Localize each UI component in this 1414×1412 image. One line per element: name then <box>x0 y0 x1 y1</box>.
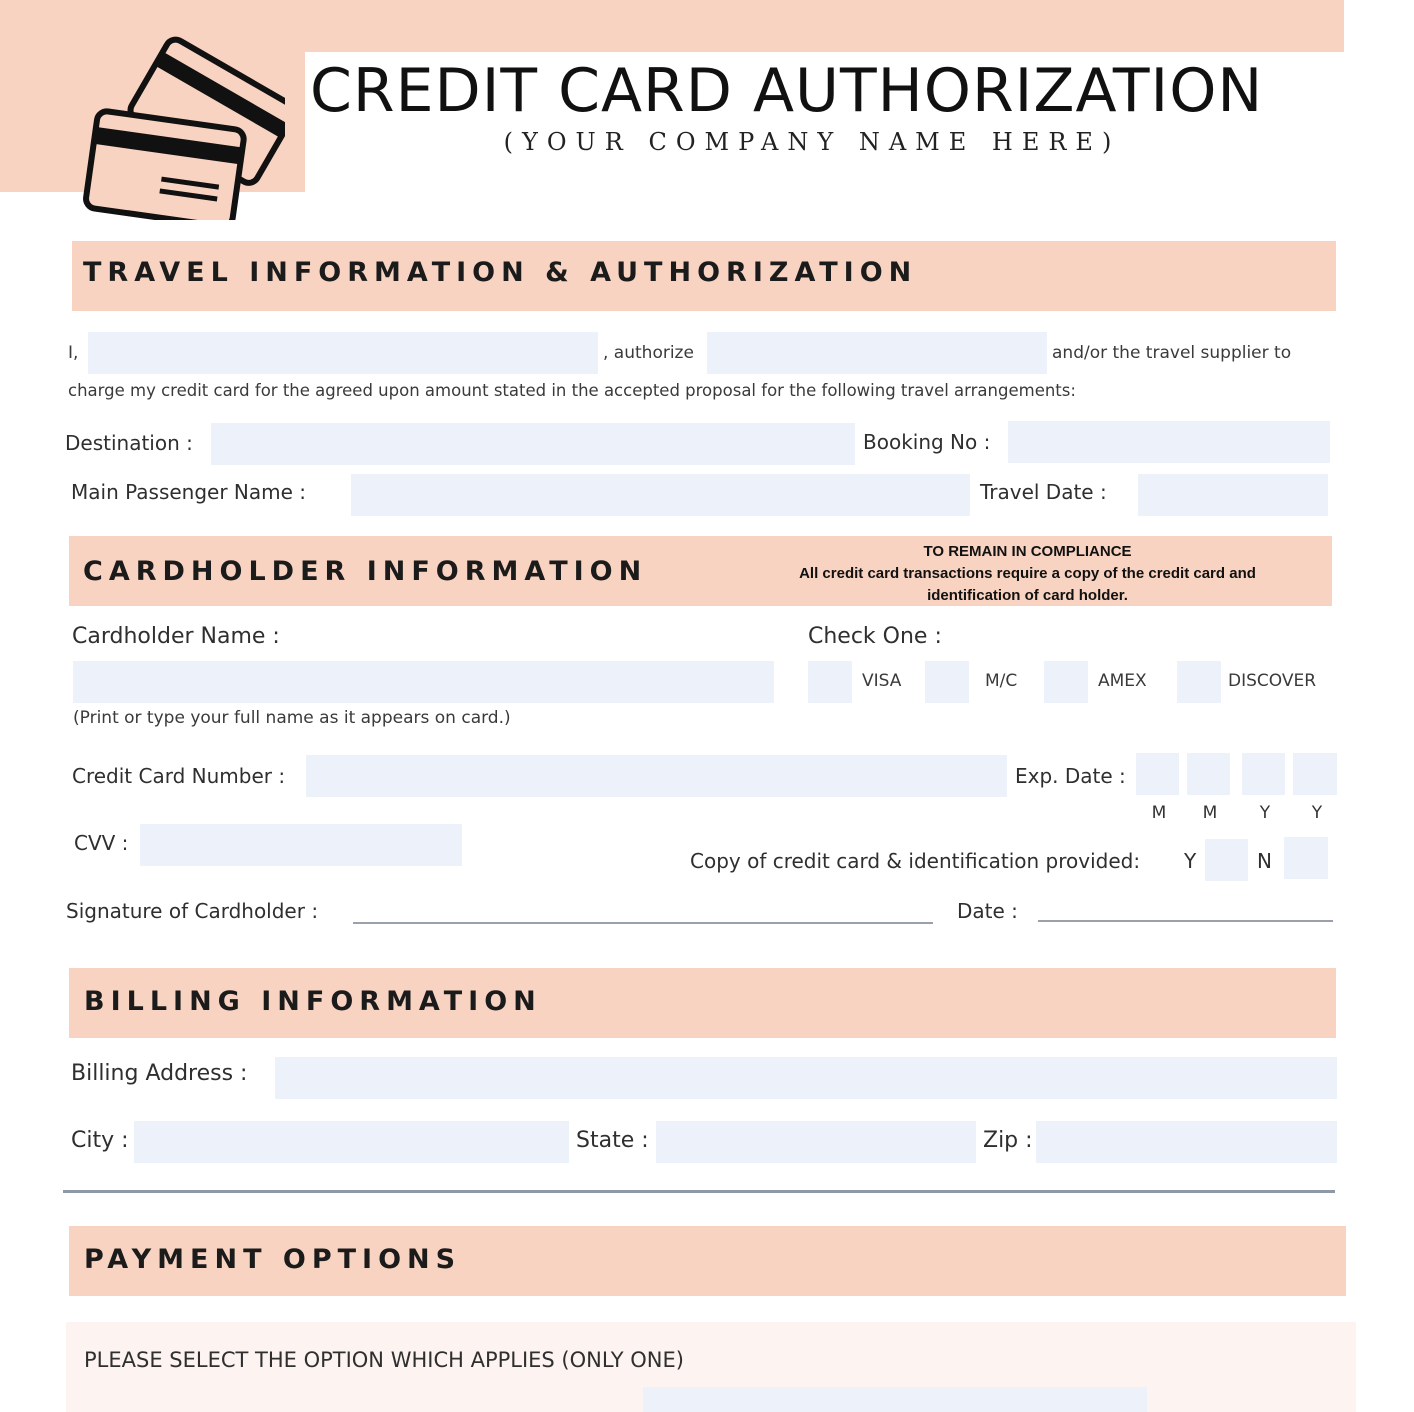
copy-yes-checkbox[interactable] <box>1205 839 1248 881</box>
name-hint: (Print or type your full name as it appears on card.) <box>73 708 511 728</box>
company-name: (YOUR COMPANY NAME HERE) <box>503 128 1121 156</box>
notice-line-1: TO REMAIN IN COMPLIANCE <box>923 543 1132 560</box>
travel-date-field[interactable] <box>1138 474 1328 516</box>
payment-section-title: PAYMENT OPTIONS <box>84 1244 462 1275</box>
discover-label: DISCOVER <box>1228 671 1317 691</box>
copy-no-label: N <box>1257 849 1272 873</box>
destination-field[interactable] <box>211 423 855 465</box>
exp-year-1-field[interactable] <box>1242 753 1285 795</box>
billing-address-label: Billing Address : <box>71 1061 248 1086</box>
cvv-label: CVV : <box>74 831 129 855</box>
discover-checkbox[interactable] <box>1177 661 1221 703</box>
section-divider <box>63 1190 1335 1193</box>
page-title: CREDIT CARD AUTHORIZATION <box>310 56 1264 126</box>
cardholder-section-title: CARDHOLDER INFORMATION <box>83 556 648 587</box>
supplier-text: and/or the travel supplier to <box>1052 343 1292 363</box>
authorizer-name-field[interactable] <box>88 332 598 374</box>
visa-checkbox[interactable] <box>808 661 852 703</box>
exp-year-2-field[interactable] <box>1293 753 1337 795</box>
mc-checkbox[interactable] <box>925 661 969 703</box>
notice-line-2: All credit card transactions require a copy of the credit card and <box>799 565 1256 582</box>
signature-line[interactable] <box>353 922 933 924</box>
billing-section-title: BILLING INFORMATION <box>84 986 542 1017</box>
exp-month-2-field[interactable] <box>1187 753 1230 795</box>
cardholder-name-label: Cardholder Name : <box>72 624 280 649</box>
cardholder-name-field[interactable] <box>73 661 774 703</box>
signature-label: Signature of Cardholder : <box>66 899 319 923</box>
exp-year-1-hint: Y <box>1259 803 1271 823</box>
compliance-notice <box>735 541 1320 607</box>
payment-option-field[interactable] <box>643 1387 1147 1412</box>
visa-label: VISA <box>862 671 902 691</box>
credit-cards-icon <box>80 25 285 220</box>
city-field[interactable] <box>134 1121 569 1163</box>
signature-date-label: Date : <box>957 899 1018 923</box>
passenger-name-field[interactable] <box>351 474 970 516</box>
card-number-label: Credit Card Number : <box>72 764 286 788</box>
amex-checkbox[interactable] <box>1044 661 1088 703</box>
state-label: State : <box>576 1128 649 1153</box>
zip-field[interactable] <box>1036 1121 1337 1163</box>
authorize-label: , authorize <box>603 343 694 363</box>
city-label: City : <box>71 1128 129 1153</box>
state-field[interactable] <box>656 1121 976 1163</box>
travel-section-title: TRAVEL INFORMATION & AUTHORIZATION <box>83 257 918 288</box>
passenger-label: Main Passenger Name : <box>71 480 307 504</box>
copy-no-checkbox[interactable] <box>1284 837 1328 879</box>
card-number-field[interactable] <box>306 755 1007 797</box>
exp-month-1-hint: M <box>1151 803 1167 823</box>
signature-date-line[interactable] <box>1038 920 1333 922</box>
exp-year-2-hint: Y <box>1311 803 1323 823</box>
travel-date-label: Travel Date : <box>980 480 1107 504</box>
amex-label: AMEX <box>1098 671 1147 691</box>
exp-date-label: Exp. Date : <box>1015 764 1126 788</box>
charge-text: charge my credit card for the agreed upon amount stated in the accepted proposal for the following travel arrangements: <box>68 381 1076 400</box>
check-one-label: Check One : <box>808 624 942 649</box>
destination-label: Destination : <box>65 431 193 455</box>
exp-month-2-hint: M <box>1202 803 1218 823</box>
i-label: I, <box>68 343 79 363</box>
mc-label: M/C <box>985 671 1018 691</box>
copy-provided-label: Copy of credit card & identification provided: <box>690 849 1141 873</box>
booking-number-field[interactable] <box>1008 421 1330 463</box>
copy-yes-label: Y <box>1184 849 1197 873</box>
booking-label: Booking No : <box>863 430 991 454</box>
notice-line-3: identification of card holder. <box>927 587 1128 604</box>
authorized-company-field[interactable] <box>707 332 1047 374</box>
cvv-field[interactable] <box>140 824 462 866</box>
exp-month-1-field[interactable] <box>1136 753 1179 795</box>
payment-instruction: PLEASE SELECT THE OPTION WHICH APPLIES (ONLY ONE) <box>84 1348 684 1372</box>
billing-address-field[interactable] <box>275 1057 1337 1099</box>
zip-label: Zip : <box>983 1128 1033 1153</box>
